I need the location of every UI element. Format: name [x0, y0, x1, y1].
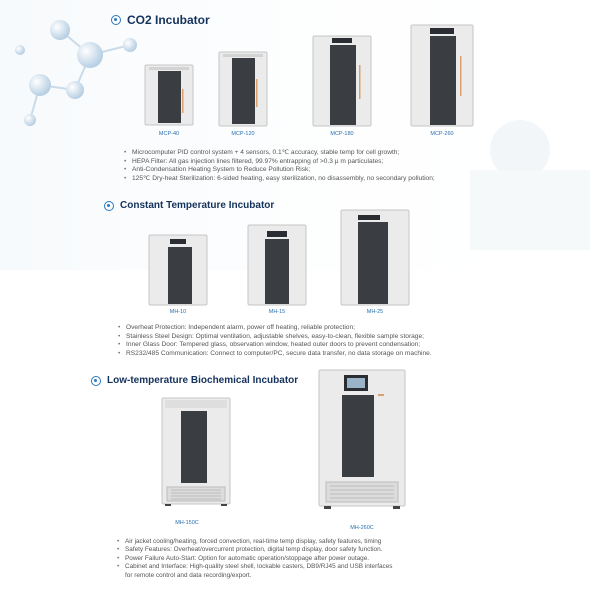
- constant-feature-list: [118, 324, 432, 358]
- target-bullet-icon: [104, 201, 114, 211]
- co2-section-title: [111, 13, 210, 27]
- target-bullet-icon: [91, 376, 101, 386]
- lowtemp-title-text: Low-temperature Biochemical Incubator: [107, 375, 299, 386]
- mcp-180-incubator-image: [312, 35, 372, 127]
- feature-item: • Anti-Condensation Heating System to Reduce Pollution Risk;: [124, 166, 435, 175]
- model-label: MCP-120: [231, 131, 255, 137]
- mcp-40-incubator-image: [144, 64, 194, 126]
- model-label: MH-10: [169, 309, 187, 315]
- model-label: MCP-40: [158, 131, 180, 137]
- lowtemp-section-title: [91, 375, 298, 386]
- feature-item-continuation: for remote control and data recording/export.: [125, 571, 252, 579]
- target-bullet-icon: [111, 15, 121, 25]
- constant-section-title: [104, 200, 274, 211]
- mcp-120-incubator-image: [218, 51, 268, 127]
- mcp-260-incubator-image: [410, 24, 474, 127]
- model-label: MH-25: [366, 309, 384, 315]
- mh-10-incubator-image: [148, 234, 208, 306]
- mh-15-incubator-image: [247, 224, 307, 306]
- co2-title-text: CO2 Incubator: [127, 13, 210, 27]
- feature-item: • Power Failure Auto-Start: Option for automatic operation/stoppage after power outage.: [117, 555, 392, 563]
- feature-item: • Stainless Steel Design: Optimal ventilation, adjustable shelves, easy-to-clean, flexible sample storage;: [118, 333, 432, 342]
- feature-item: • RS232/485 Communication: Connect to computer/PC, secure data transfer, no data storage on machine.: [118, 350, 432, 359]
- co2-feature-list: [124, 149, 435, 183]
- model-label: MCP-180: [330, 131, 354, 137]
- constant-title-text: Constant Temperature Incubator: [120, 200, 275, 211]
- model-label: MH-150C: [175, 520, 199, 526]
- feature-item: • Cabinet and Interface: High-quality steel shell, lockable casters, DB9/RJ45 and USB interfaces: [117, 563, 392, 571]
- feature-item: • HEPA Filter: All gas injection lines filtered, 99.97% entrapping of >0.3 μ m particulates;: [124, 158, 435, 167]
- model-label: MH-260C: [350, 525, 374, 531]
- feature-item: • Overheat Protection: Independent alarm, power off heating, reliable protection;: [118, 324, 432, 333]
- mh-150c-incubator-image: [161, 397, 231, 507]
- model-label: MH-15: [268, 309, 286, 315]
- feature-item: • Air jacket cooling/heating, forced convection, real-time temp display, safety features, timing: [117, 538, 392, 546]
- feature-item: • Microcomputer PID control system + 4 sensors, 0.1℃ accuracy, stable temp for cell growth;: [124, 149, 435, 158]
- mh-25-incubator-image: [340, 209, 410, 306]
- feature-item: • Safety Features: Overheat/overcurrent protection, digital temp display, door safety function.: [117, 546, 392, 554]
- mh-260c-incubator-image: [318, 369, 406, 510]
- lowtemp-feature-list: [117, 538, 392, 580]
- feature-item: • Inner Glass Door: Tempered glass, observation window, heated outer doors to prevent condensation;: [118, 341, 432, 350]
- feature-item: • 125℃ Dry-heat Sterilization: 6-sided heating, easy sterilization, no disassembly, no secondary pollution;: [124, 175, 435, 184]
- model-label: MCP-260: [430, 131, 454, 137]
